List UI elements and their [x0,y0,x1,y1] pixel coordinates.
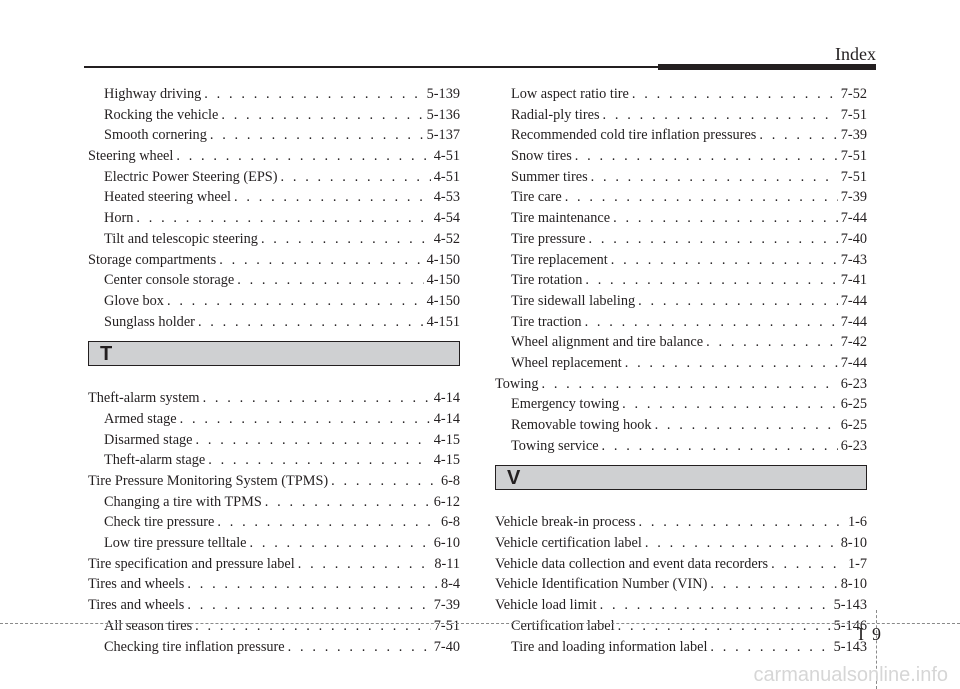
index-subentry [88,187,460,208]
entry-term: Smooth cornering [104,127,207,144]
index-subentry [495,229,867,250]
dot-leader [219,250,423,271]
index-subentry [88,450,460,471]
dot-leader [613,208,838,229]
index-subentry [88,430,460,451]
dot-leader [625,353,838,374]
entry-term: Checking tire inflation pressure [104,638,285,655]
dot-leader [565,187,838,208]
entry-term: Snow tires [511,148,572,165]
entry-page-ref: 6-23 [840,375,867,392]
entry-term: All season tires [104,617,193,634]
index-subentry [495,270,867,291]
entry-term: Theft-alarm system [88,390,200,407]
entry-term: Vehicle certification label [495,535,642,552]
entry-page-ref: 4-15 [433,452,460,469]
index-entry [495,374,867,395]
index-subentry [88,312,460,333]
entry-page-ref: 6-25 [840,417,867,433]
dot-leader [710,637,830,658]
index-subentry [88,492,460,513]
index-subentry [495,125,867,146]
dot-leader [187,574,438,595]
entry-page-ref: 1-6 [847,514,867,531]
dot-leader [136,208,430,229]
entry-page-ref: 4-151 [426,313,460,330]
index-subentry [495,105,867,126]
entry-page-ref: 4-14 [433,410,460,427]
dot-leader [331,471,438,492]
entry-page-ref: 5-146 [833,617,867,634]
entry-term: Towing service [511,437,599,454]
entry-term: Check tire pressure [104,514,215,531]
index-subentry [495,394,867,415]
entry-term: Tire traction [511,313,582,330]
dot-leader [288,637,431,658]
dot-leader [281,167,431,188]
index-subentry [495,436,867,457]
dot-leader [602,436,838,457]
index-subentry [495,208,867,229]
index-subentry [495,84,867,105]
entry-term: Tire pressure [511,230,586,247]
entry-term: Low aspect ratio tire [511,86,629,102]
entry-term: Horn [104,210,134,227]
index-subentry [495,146,867,167]
dot-leader [585,270,837,291]
entry-page-ref: 6-8 [440,473,460,489]
entry-page-ref: 4-52 [433,230,460,247]
entry-term: Glove box [104,292,164,309]
index-subentry [88,533,460,554]
entry-page-ref: 4-14 [433,390,460,407]
index-entry [88,574,460,595]
dot-leader [176,146,430,167]
dot-leader [167,291,424,312]
entry-page-ref: 7-51 [840,106,867,123]
entry-term: Emergency towing [511,396,620,413]
entry-term: Radial-ply tires [511,106,600,123]
dot-leader [632,84,838,105]
dot-leader [203,388,431,409]
entry-page-ref: 7-51 [433,617,460,634]
entry-term: Towing [495,375,539,392]
entry-page-ref: 7-40 [433,638,460,655]
entry-page-ref: 7-39 [433,597,460,614]
entry-term: Vehicle break-in process [495,514,636,531]
entry-page-ref: 7-39 [840,127,867,144]
entry-page-ref: 4-15 [433,431,460,448]
entry-term: Tire Pressure Monitoring System (TPMS) [88,473,329,489]
index-subentry [495,187,867,208]
entry-page-ref: 5-136 [426,106,460,123]
dot-leader [710,574,837,595]
entry-term: Tire specification and pressure label [88,555,295,572]
watermark: carmanualsonline.info [753,664,948,686]
entry-term: Steering wheel [88,148,174,165]
index-entry [88,146,460,167]
dot-leader [600,595,831,616]
dot-leader [196,430,431,451]
entry-term: Changing a tire with TPMS [104,493,262,510]
entry-page-ref: 6-10 [433,535,460,552]
entry-page-ref: 7-42 [840,334,867,351]
entry-term: Rocking the vehicle [104,106,219,123]
entry-term: Storage compartments [88,251,217,268]
index-column-right [495,84,867,657]
dot-leader [210,125,424,146]
entry-page-ref: 5-137 [426,127,460,144]
dot-leader [541,374,837,395]
entry-term: Highway driving [104,86,202,102]
entry-page-ref: 4-150 [426,292,460,309]
entry-page-ref: 4-51 [433,148,460,165]
dot-leader [298,554,432,575]
dot-leader [759,125,837,146]
index-subentry [495,616,867,637]
entry-page-ref: 7-51 [840,168,867,185]
index-entry [88,250,460,271]
index-subentry [88,512,460,533]
header-title: Index [835,44,876,64]
entry-page-ref: 4-150 [426,251,460,268]
index-subentry [495,250,867,271]
dot-leader [645,533,838,554]
index-subentry [88,229,460,250]
entry-page-ref: 7-51 [840,148,867,165]
entry-page-ref: 6-25 [840,396,867,413]
index-entry [495,512,867,533]
entry-page-ref: 7-44 [840,210,867,227]
entry-term: Summer tires [511,168,588,185]
dot-leader [771,554,845,575]
entry-term: Vehicle load limit [495,597,597,614]
index-subentry [495,353,867,374]
index-subentry [495,637,867,658]
section-letter-heading: T [88,341,460,366]
entry-term: Wheel replacement [511,354,622,371]
dot-leader [234,187,431,208]
index-entry [495,533,867,554]
index-subentry [495,167,867,188]
header-accent-bar [658,64,876,70]
entry-term: Vehicle data collection and event data recorders [495,555,769,572]
entry-term: Electric Power Steering (EPS) [104,168,278,185]
entry-term: Low tire pressure telltale [104,535,247,552]
entry-page-ref: 1-7 [847,555,867,572]
entry-page-ref: 5-139 [426,86,460,102]
dot-leader [603,105,838,126]
entry-term: Sunglass holder [104,313,195,330]
dot-leader [655,415,838,436]
section-letter-heading: V [495,465,867,490]
dot-leader [591,167,838,188]
index-column-left [88,84,460,657]
index-entry [88,554,460,575]
dot-leader [639,512,845,533]
entry-term: Wheel alignment and tire balance [511,334,704,351]
dot-leader [250,533,431,554]
entry-page-ref: 5-143 [833,638,867,655]
index-entry [495,595,867,616]
entry-term: Armed stage [104,410,177,427]
index-subentry [88,409,460,430]
dot-leader [585,312,838,333]
entry-page-ref: 6-12 [433,493,460,510]
index-subentry [88,167,460,188]
index-entry [88,471,460,492]
entry-page-ref: 8-4 [440,576,460,593]
dot-leader [237,270,423,291]
dot-leader [208,450,431,471]
index-entry [495,554,867,575]
dot-leader [187,595,430,616]
page-number: I9 [858,624,889,644]
index-subentry [88,84,460,105]
dot-leader [622,394,838,415]
entry-term: Tire sidewall labeling [511,292,636,309]
dot-leader [221,105,423,126]
entry-term: Tire care [511,189,562,206]
dot-leader [611,250,838,271]
entry-term: Tires and wheels [88,597,185,614]
entry-page-ref: 7-44 [840,354,867,371]
entry-term: Certification label [511,617,615,634]
index-subentry [88,125,460,146]
index-subentry [495,332,867,353]
index-subentry [495,291,867,312]
entry-term: Tire replacement [511,251,608,268]
index-subentry [88,270,460,291]
entry-page-ref: 6-8 [440,514,460,531]
entry-page-ref: 8-11 [434,555,460,572]
dot-leader [217,512,438,533]
index-entry [88,595,460,616]
entry-term: Tires and wheels [88,576,185,593]
entry-page-ref: 7-44 [840,313,867,330]
entry-term: Center console storage [104,272,235,289]
entry-term: Tilt and telescopic steering [104,230,258,247]
index-subentry [495,415,867,436]
entry-page-ref: 7-40 [840,230,867,247]
entry-term: Removable towing hook [511,417,652,433]
entry-term: Tire maintenance [511,210,611,227]
entry-term: Tire rotation [511,272,583,289]
dot-leader [195,616,431,637]
dot-leader [638,291,838,312]
dot-leader [198,312,424,333]
index-entry [88,388,460,409]
entry-term: Recommended cold tire inflation pressures [511,127,757,144]
entry-page-ref: 4-53 [433,189,460,206]
index-subentry [88,637,460,658]
footer-rule [0,623,960,624]
entry-page-ref: 5-143 [833,597,867,614]
entry-page-ref: 7-43 [840,251,867,268]
entry-page-ref: 7-39 [840,189,867,206]
index-subentry [495,312,867,333]
entry-term: Tire and loading information label [511,638,708,655]
entry-term: Disarmed stage [104,431,193,448]
dot-leader [589,229,838,250]
entry-term: Theft-alarm stage [104,452,206,469]
dot-leader [265,492,431,513]
dot-leader [618,616,831,637]
index-subentry [88,291,460,312]
entry-page-ref: 8-10 [840,576,867,593]
entry-page-ref: 7-52 [840,86,867,102]
index-subentry [88,208,460,229]
index-subentry [88,616,460,637]
entry-page-ref: 7-41 [840,272,867,289]
entry-page-ref: 7-44 [840,292,867,309]
entry-page-ref: 4-51 [433,168,460,185]
index-entry [495,574,867,595]
dot-leader [575,146,838,167]
entry-page-ref: 6-23 [840,437,867,454]
index-subentry [88,105,460,126]
dot-leader [180,409,431,430]
dot-leader [261,229,431,250]
entry-term: Vehicle Identification Number (VIN) [495,576,708,593]
entry-page-ref: 8-10 [840,535,867,552]
dot-leader [204,84,423,105]
dot-leader [706,332,838,353]
entry-page-ref: 4-54 [433,210,460,227]
entry-page-ref: 4-150 [426,272,460,289]
entry-term: Heated steering wheel [104,189,232,206]
